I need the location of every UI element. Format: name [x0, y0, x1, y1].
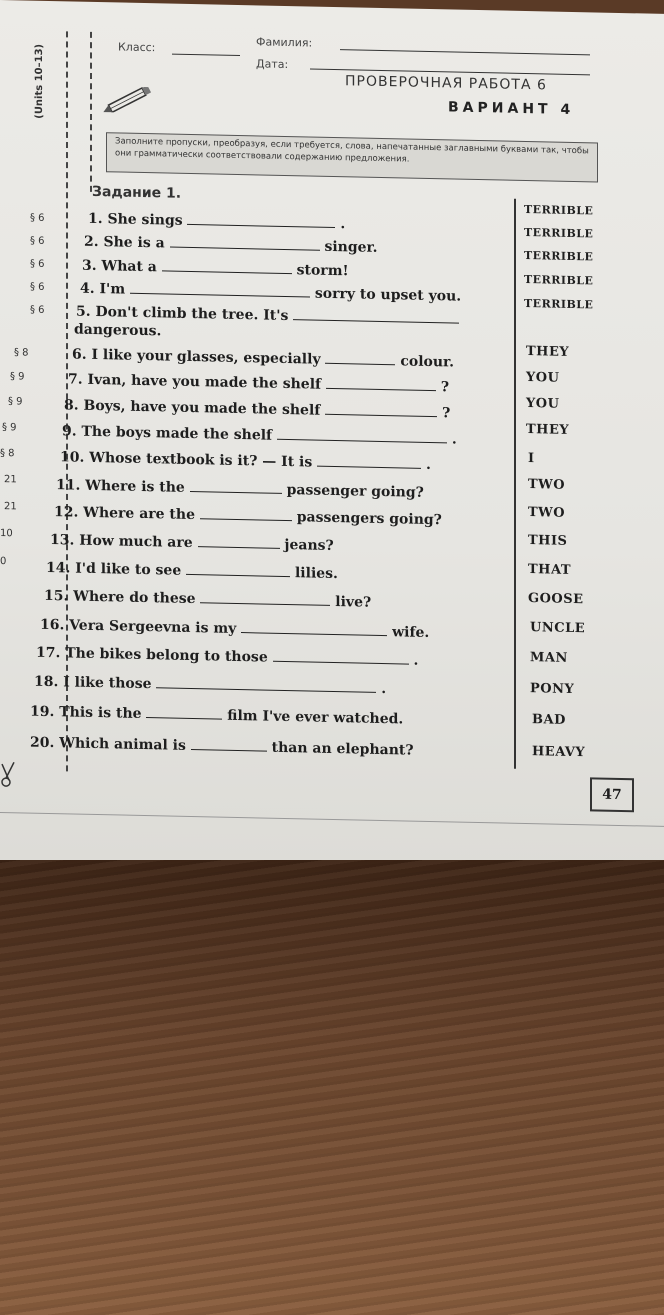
word-13: THIS: [528, 533, 568, 549]
word-8: YOU: [526, 396, 560, 412]
ref-9: § 9: [2, 422, 17, 434]
word-6: THEY: [526, 344, 570, 360]
answer-blank-9[interactable]: [277, 425, 447, 444]
units-label: (Units 10–13): [34, 43, 45, 119]
surname-line: [340, 49, 590, 55]
page-bottom-rule: [0, 812, 664, 827]
ref-10: § 8: [0, 448, 15, 460]
question-4: 4. I'm sorry to upset you.: [80, 280, 462, 305]
answer-blank-14[interactable]: [186, 560, 290, 577]
ref-12: 21: [4, 501, 17, 513]
ref-14: 0: [0, 556, 7, 568]
question-15: 15. Where do these live?: [44, 587, 372, 611]
question-10: 10. Whose textbook is it? — It is .: [60, 449, 431, 474]
question-6: 6. I like your glasses, especially colour.: [72, 346, 455, 371]
question-17: 17. The bikes belong to those .: [36, 644, 419, 669]
scissors-icon: [0, 760, 16, 788]
ref-7: § 9: [10, 371, 25, 383]
question-9: 9. The boys made the shelf .: [62, 423, 457, 448]
answer-blank-1[interactable]: [187, 210, 335, 228]
page-number: 47: [590, 777, 634, 812]
word-9: THEY: [526, 422, 570, 438]
task-title: Задание 1.: [92, 183, 182, 202]
word-18: PONY: [530, 681, 575, 698]
answer-blank-12[interactable]: [200, 504, 292, 521]
answer-blank-10[interactable]: [317, 452, 421, 469]
question-7: 7. Ivan, have you made the shelf ?: [68, 371, 450, 396]
answer-blank-3[interactable]: [162, 256, 292, 274]
question-16: 16. Vera Sergeevna is my wife.: [40, 616, 430, 641]
answer-blank-7[interactable]: [326, 374, 436, 391]
question-14: 14. I'd like to see lilies.: [46, 559, 338, 583]
answer-blank-13[interactable]: [198, 532, 280, 549]
answer-blank-11[interactable]: [190, 477, 282, 494]
word-16: UNCLE: [530, 620, 586, 637]
word-3: TERRIBLE: [524, 248, 594, 264]
answer-blank-17[interactable]: [273, 647, 409, 665]
ref-4: § 6: [30, 281, 45, 293]
date-label: Дата:: [256, 57, 289, 72]
ref-8: § 9: [8, 396, 23, 408]
surname-label: Фамилия:: [256, 35, 313, 50]
word-7: YOU: [526, 370, 560, 386]
class-line: [172, 54, 240, 56]
instruction-box: Заполните пропуски, преобразуя, если требуется, слова, напечатанные заглавными буквами так, чтобы они грамматически соответствовали содержанию предложения.: [106, 132, 598, 182]
question-8: 8. Boys, have you made the shelf ?: [64, 397, 451, 422]
wooden-table-surface: [0, 860, 664, 1315]
ref-1: § 6: [30, 212, 45, 224]
word-column-divider: [514, 199, 516, 769]
word-1: TERRIBLE: [524, 202, 594, 218]
question-18: 18. I like those .: [34, 673, 387, 698]
page-title: ПРОВЕРОЧНАЯ РАБОТА 6: [345, 73, 547, 94]
question-2: 2. She is a singer.: [84, 233, 378, 256]
word-14: THAT: [528, 562, 572, 578]
answer-blank-6[interactable]: [325, 349, 395, 365]
answer-blank-18[interactable]: [156, 673, 376, 693]
variant-title: ВАРИАНТ 4: [448, 99, 575, 119]
class-label: Класс:: [118, 40, 156, 55]
question-20: 20. Which animal is than an elephant?: [30, 734, 414, 759]
answer-blank-19[interactable]: [146, 703, 222, 720]
question-1: 1. She sings .: [88, 210, 346, 233]
word-17: MAN: [530, 650, 568, 666]
word-5: TERRIBLE: [524, 296, 594, 312]
question-12: 12. Where are the passengers going?: [54, 504, 442, 529]
question-13: 13. How much are jeans?: [50, 532, 334, 554]
question-5-line2: dangerous.: [74, 321, 162, 340]
answer-blank-2[interactable]: [170, 233, 320, 251]
word-12: TWO: [528, 505, 566, 521]
answer-blank-16[interactable]: [241, 618, 387, 636]
word-15: GOOSE: [528, 591, 584, 608]
answer-blank-20[interactable]: [191, 735, 267, 752]
question-11: 11. Where is the passenger going?: [56, 477, 424, 501]
margin-line: [90, 32, 92, 192]
word-10: I: [528, 451, 535, 467]
question-19: 19. This is the film I've ever watched.: [30, 703, 404, 728]
ref-6: § 8: [14, 347, 29, 359]
ref-5: § 6: [30, 304, 45, 316]
answer-blank-4[interactable]: [130, 279, 310, 298]
question-3: 3. What a storm!: [82, 257, 349, 280]
word-20: HEAVY: [532, 744, 586, 761]
ref-2: § 6: [30, 235, 45, 247]
answer-blank-8[interactable]: [325, 400, 437, 417]
answer-blank-15[interactable]: [200, 588, 330, 606]
word-19: BAD: [532, 712, 566, 728]
word-4: TERRIBLE: [524, 272, 594, 288]
ref-11: 21: [4, 474, 17, 486]
word-2: TERRIBLE: [524, 225, 594, 241]
answer-blank-5[interactable]: [293, 305, 459, 323]
ref-3: § 6: [30, 258, 45, 270]
pencil-icon: [100, 86, 156, 113]
ref-13: 10: [0, 528, 13, 540]
word-11: TWO: [528, 477, 566, 493]
question-5: 5. Don't climb the tree. It's: [76, 301, 459, 328]
